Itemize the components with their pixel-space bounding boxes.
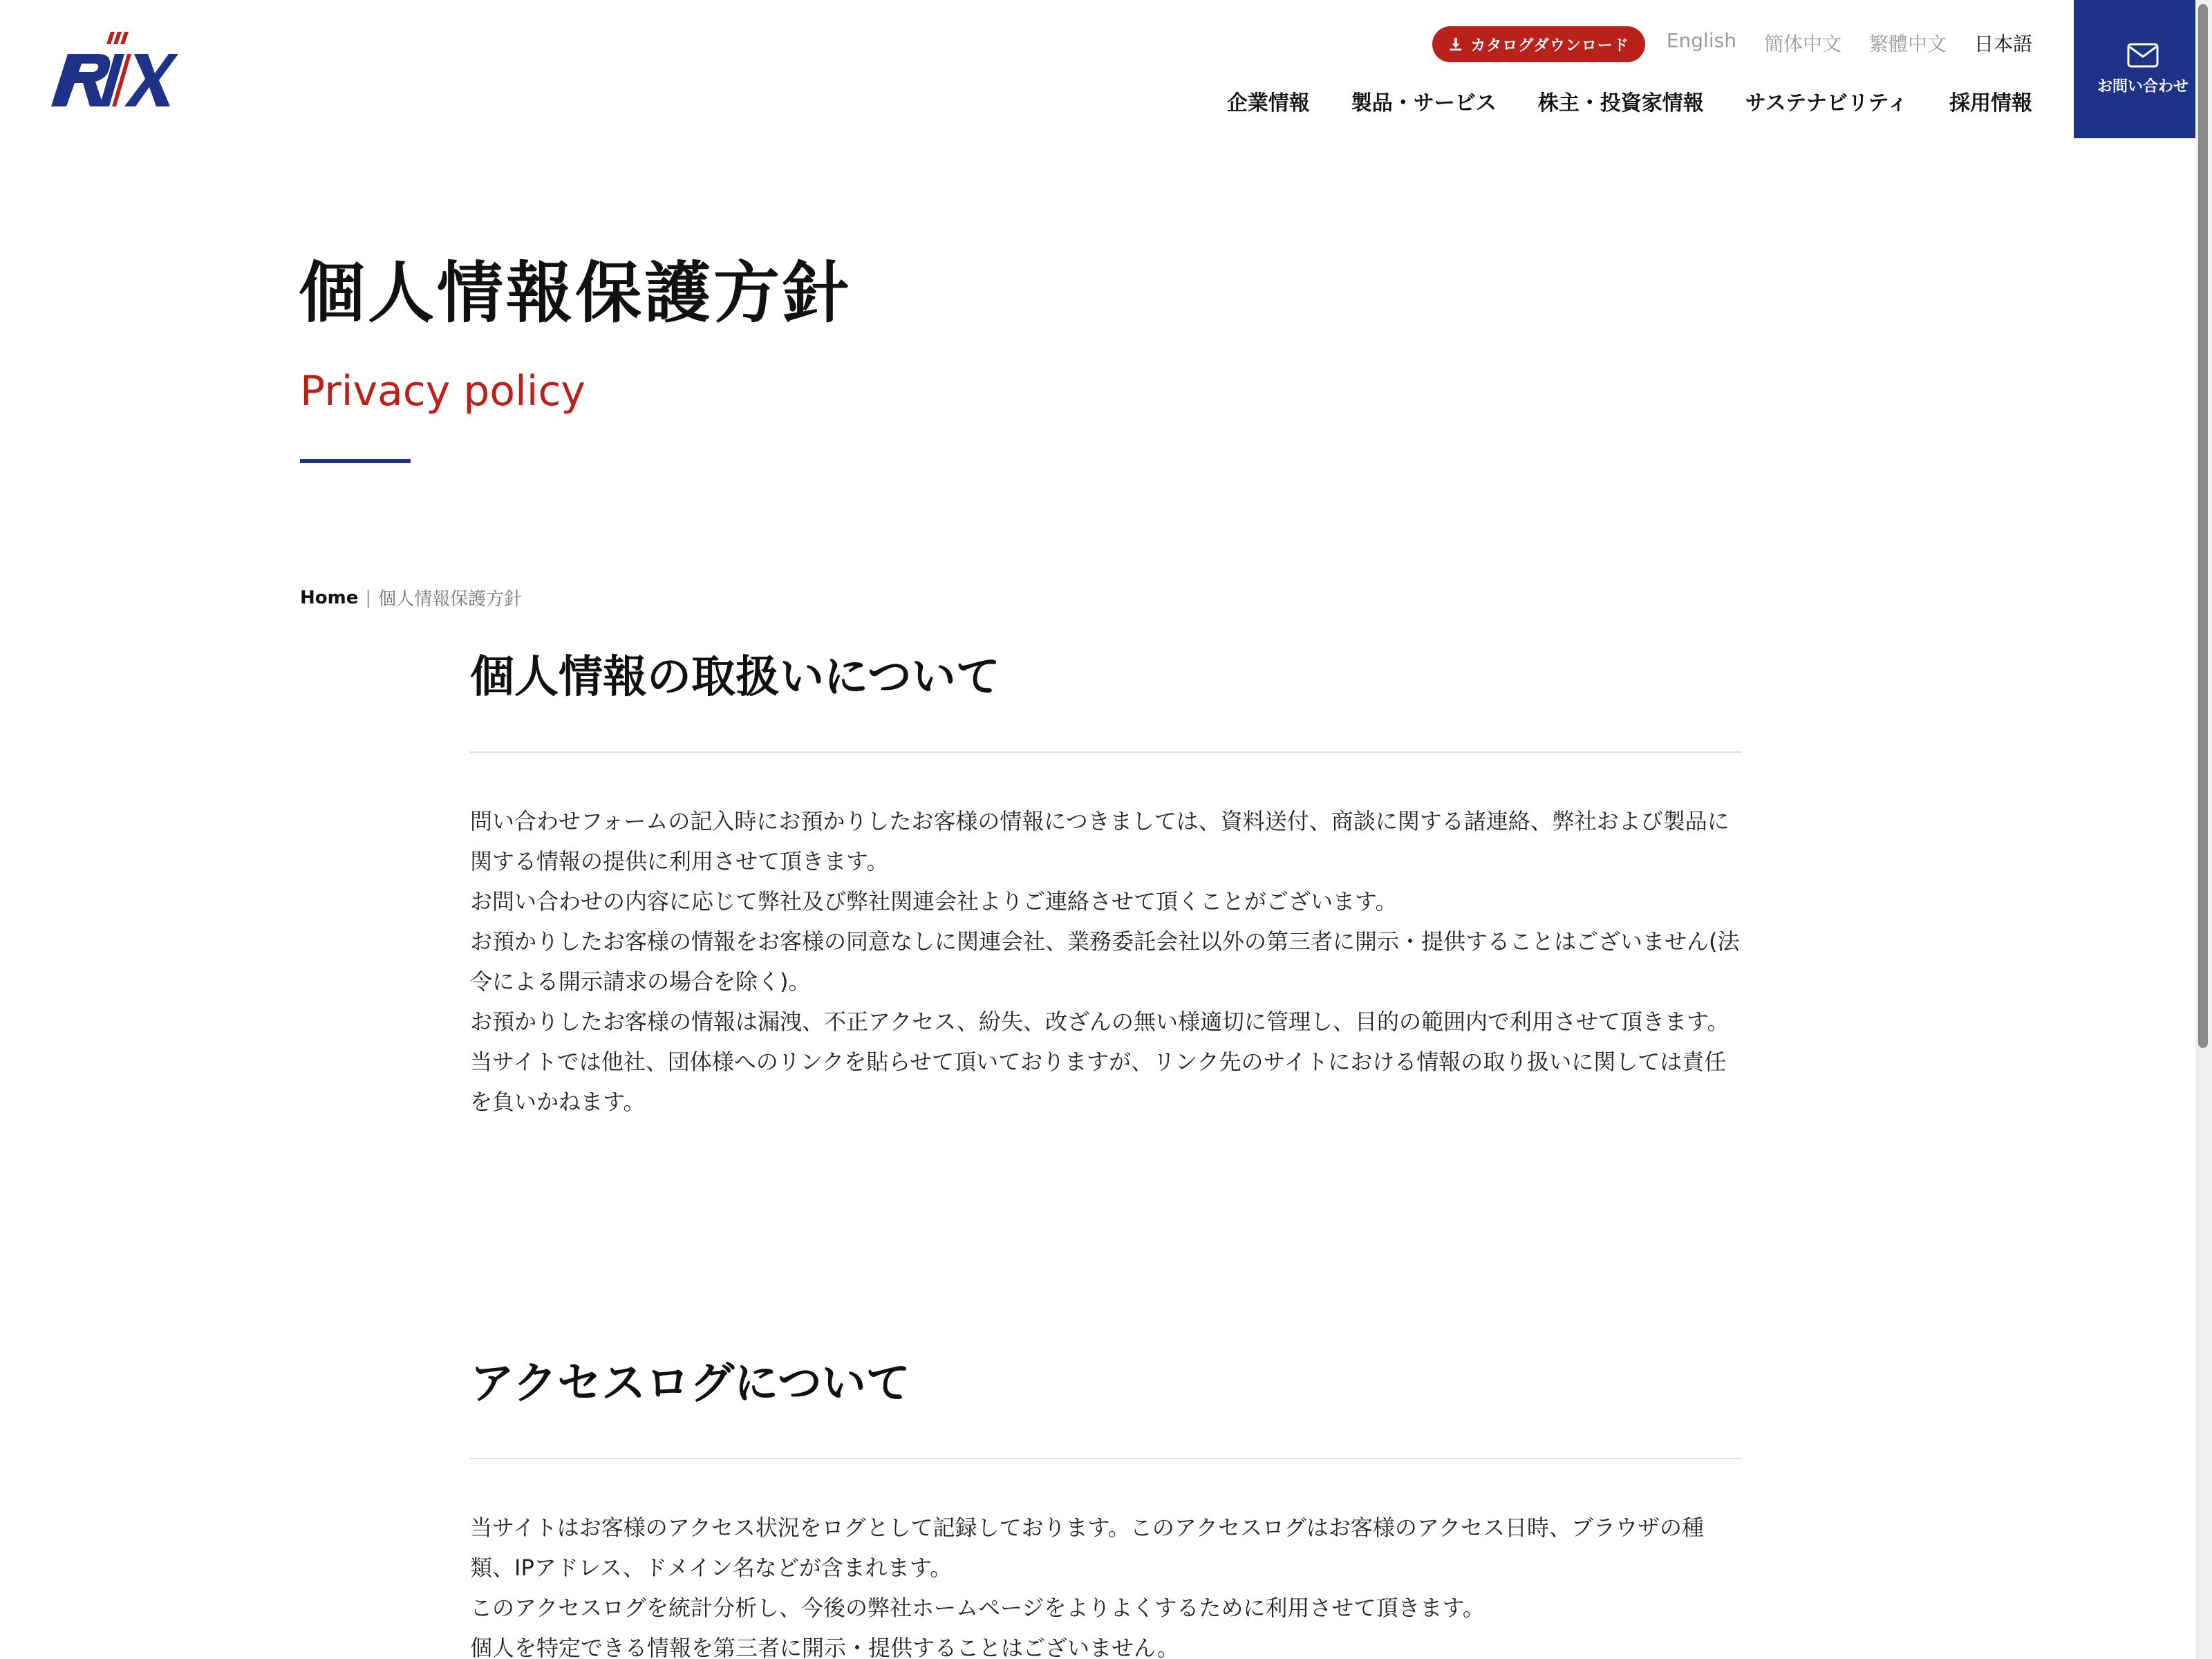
paragraph: 個人を特定できる情報を第三者に開示・提供することはございません。 — [470, 1634, 1179, 1659]
breadcrumb-home[interactable]: Home — [300, 587, 359, 608]
scrollbar-thumb[interactable] — [2198, 4, 2208, 1048]
section-divider — [470, 1458, 1742, 1459]
page-subtitle: Privacy policy — [300, 367, 585, 415]
mail-icon — [2127, 43, 2159, 68]
paragraph: 当サイトでは他社、団体様へのリンクを貼らせて頂いておりますが、リンク先のサイトにおける情報の取り扱いに関しては責任を負いかねます。 — [470, 1048, 1727, 1115]
section-body — [470, 801, 1742, 1122]
breadcrumb — [300, 585, 522, 610]
section-personal-info — [470, 651, 1742, 1122]
lang-simplified-chinese[interactable]: 簡体中文 — [1763, 32, 1841, 55]
nav-item-company[interactable]: 企業情報 — [1226, 91, 1310, 115]
catalog-download-label: カタログダウンロード — [1470, 37, 1629, 55]
paragraph: このアクセスログを統計分析し、今後の弊社ホームページをよりよくするために利用させて頂きます。 — [470, 1594, 1485, 1621]
paragraph: お預かりしたお客様の情報は漏洩、不正アクセス、紛失、改ざんの無い様適切に管理し、目的の範囲内で利用させて頂きます。 — [470, 1008, 1730, 1035]
nav-item-investors[interactable]: 株主・投資家情報 — [1537, 91, 1704, 115]
nav-item-sustainability[interactable]: サステナビリティ — [1745, 91, 1908, 115]
nav-item-recruit[interactable]: 採用情報 — [1949, 91, 2032, 115]
page-title: 個人情報保護方針 — [299, 254, 852, 332]
section-divider — [470, 751, 1742, 753]
download-icon — [1448, 37, 1463, 52]
paragraph: 問い合わせフォームの記入時にお預かりしたお客様の情報につきましては、資料送付、商談に関する諸連絡、弊社および製品に関する情報の提供に利用させて頂きます。 — [470, 807, 1730, 874]
lang-japanese[interactable]: 日本語 — [1974, 32, 2032, 55]
language-switcher — [1667, 29, 2032, 57]
title-underline — [300, 459, 411, 463]
nav-item-products[interactable]: 製品・サービス — [1351, 91, 1497, 115]
lang-traditional-chinese[interactable]: 繁體中文 — [1868, 32, 1947, 55]
lang-english[interactable]: English — [1666, 29, 1736, 52]
catalog-download-button[interactable] — [1432, 26, 1645, 62]
paragraph: お問い合わせの内容に応じて弊社及び弊社関連会社よりご連絡させて頂くことがございます。 — [470, 888, 1398, 915]
paragraph: お預かりしたお客様の情報をお客様の同意なしに関連会社、業務委託会社以外の第三者に開示・提供することはございません(法令による開示請求の場合を除く)。 — [470, 928, 1740, 995]
contact-button[interactable] — [2074, 0, 2212, 138]
section-body — [470, 1508, 1742, 1659]
scrollbar[interactable] — [2195, 0, 2212, 1659]
section-access-log — [470, 1358, 1742, 1659]
breadcrumb-separator: | — [365, 587, 372, 608]
paragraph: 当サイトはお客様のアクセス状況をログとして記録しております。このアクセスログはお客様のアクセス日時、ブラウザの種類、IPアドレス、ドメイン名などが含まれます。 — [470, 1514, 1704, 1581]
section-heading: アクセスログについて — [470, 1358, 910, 1409]
contact-label: お問い合わせ — [2097, 77, 2188, 95]
main-nav — [1227, 86, 2032, 116]
section-heading: 個人情報の取扱いについて — [470, 652, 1000, 703]
rix-logo-mark — [33, 29, 178, 113]
rix-logo[interactable] — [33, 29, 178, 113]
breadcrumb-current: 個人情報保護方針 — [378, 589, 523, 610]
